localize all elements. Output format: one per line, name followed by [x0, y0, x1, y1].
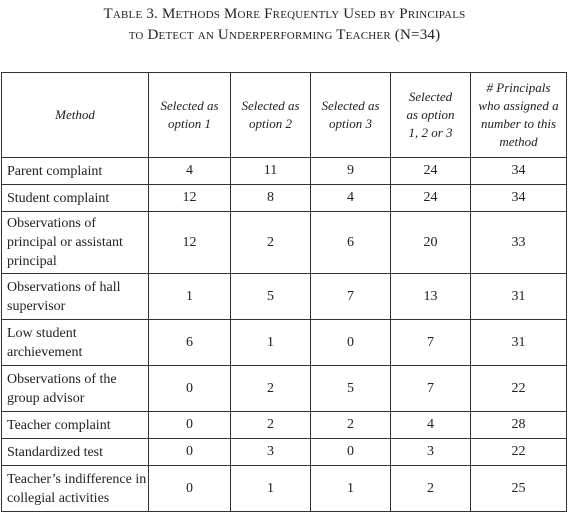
value-cell: 12: [149, 185, 231, 212]
caption-line-1: Table 3. Methods More Frequently Used by Principals: [103, 6, 466, 22]
table-caption: [0, 0, 569, 49]
value-cell: 1: [231, 320, 311, 366]
method-cell: Low student archievement: [2, 320, 149, 366]
table-row: [2, 158, 567, 185]
header-option-123: Selected as option 1, 2 or 3: [391, 73, 471, 158]
value-cell: 3: [391, 439, 471, 466]
value-cell: 2: [391, 466, 471, 512]
value-cell: 31: [471, 274, 567, 320]
value-cell: 4: [149, 158, 231, 185]
value-cell: 7: [391, 366, 471, 412]
value-cell: 34: [471, 158, 567, 185]
value-cell: 5: [231, 274, 311, 320]
table-row: [2, 274, 567, 320]
header-row: [2, 73, 567, 158]
value-cell: 22: [471, 366, 567, 412]
value-cell: 4: [391, 412, 471, 439]
value-cell: 12: [149, 212, 231, 274]
header-method: Method: [2, 73, 149, 158]
value-cell: 31: [471, 320, 567, 366]
method-cell: Observations of the group advisor: [2, 366, 149, 412]
table-row: [2, 366, 567, 412]
value-cell: 25: [471, 466, 567, 512]
value-cell: 33: [471, 212, 567, 274]
header-option-3: Selected as option 3: [311, 73, 391, 158]
value-cell: 8: [231, 185, 311, 212]
header-principals-count: # Principals who assigned a number to this method: [471, 73, 567, 158]
method-cell: Standardized test: [2, 439, 149, 466]
value-cell: 28: [471, 412, 567, 439]
header-option-1: Selected as option 1: [149, 73, 231, 158]
value-cell: 34: [471, 185, 567, 212]
value-cell: 0: [149, 466, 231, 512]
value-cell: 2: [231, 366, 311, 412]
value-cell: 1: [231, 466, 311, 512]
value-cell: 2: [231, 212, 311, 274]
value-cell: 0: [311, 320, 391, 366]
value-cell: 2: [231, 412, 311, 439]
value-cell: 6: [311, 212, 391, 274]
header-option-2: Selected as option 2: [231, 73, 311, 158]
method-cell: Student complaint: [2, 185, 149, 212]
value-cell: 0: [149, 439, 231, 466]
value-cell: 0: [149, 366, 231, 412]
value-cell: 22: [471, 439, 567, 466]
table-row: [2, 185, 567, 212]
value-cell: 20: [391, 212, 471, 274]
value-cell: 1: [149, 274, 231, 320]
table-row: [2, 212, 567, 274]
method-cell: Teacher’s indifference in collegial activities: [2, 466, 149, 512]
table-row: [2, 439, 567, 466]
method-cell: Parent complaint: [2, 158, 149, 185]
value-cell: 6: [149, 320, 231, 366]
method-cell: Teacher complaint: [2, 412, 149, 439]
value-cell: 3: [231, 439, 311, 466]
methods-table: [1, 72, 567, 512]
value-cell: 0: [149, 412, 231, 439]
value-cell: 1: [311, 466, 391, 512]
method-cell: Observations of principal or assistant principal: [2, 212, 149, 274]
table-row: [2, 320, 567, 366]
value-cell: 2: [311, 412, 391, 439]
value-cell: 11: [231, 158, 311, 185]
value-cell: 24: [391, 185, 471, 212]
value-cell: 9: [311, 158, 391, 185]
table-row: [2, 412, 567, 439]
value-cell: 7: [391, 320, 471, 366]
value-cell: 13: [391, 274, 471, 320]
table-row: [2, 466, 567, 512]
value-cell: 7: [311, 274, 391, 320]
value-cell: 5: [311, 366, 391, 412]
value-cell: 4: [311, 185, 391, 212]
value-cell: 0: [311, 439, 391, 466]
caption-line-2: to Detect an Underperforming Teacher (N=34): [128, 27, 441, 43]
value-cell: 24: [391, 158, 471, 185]
method-cell: Observations of hall supervisor: [2, 274, 149, 320]
